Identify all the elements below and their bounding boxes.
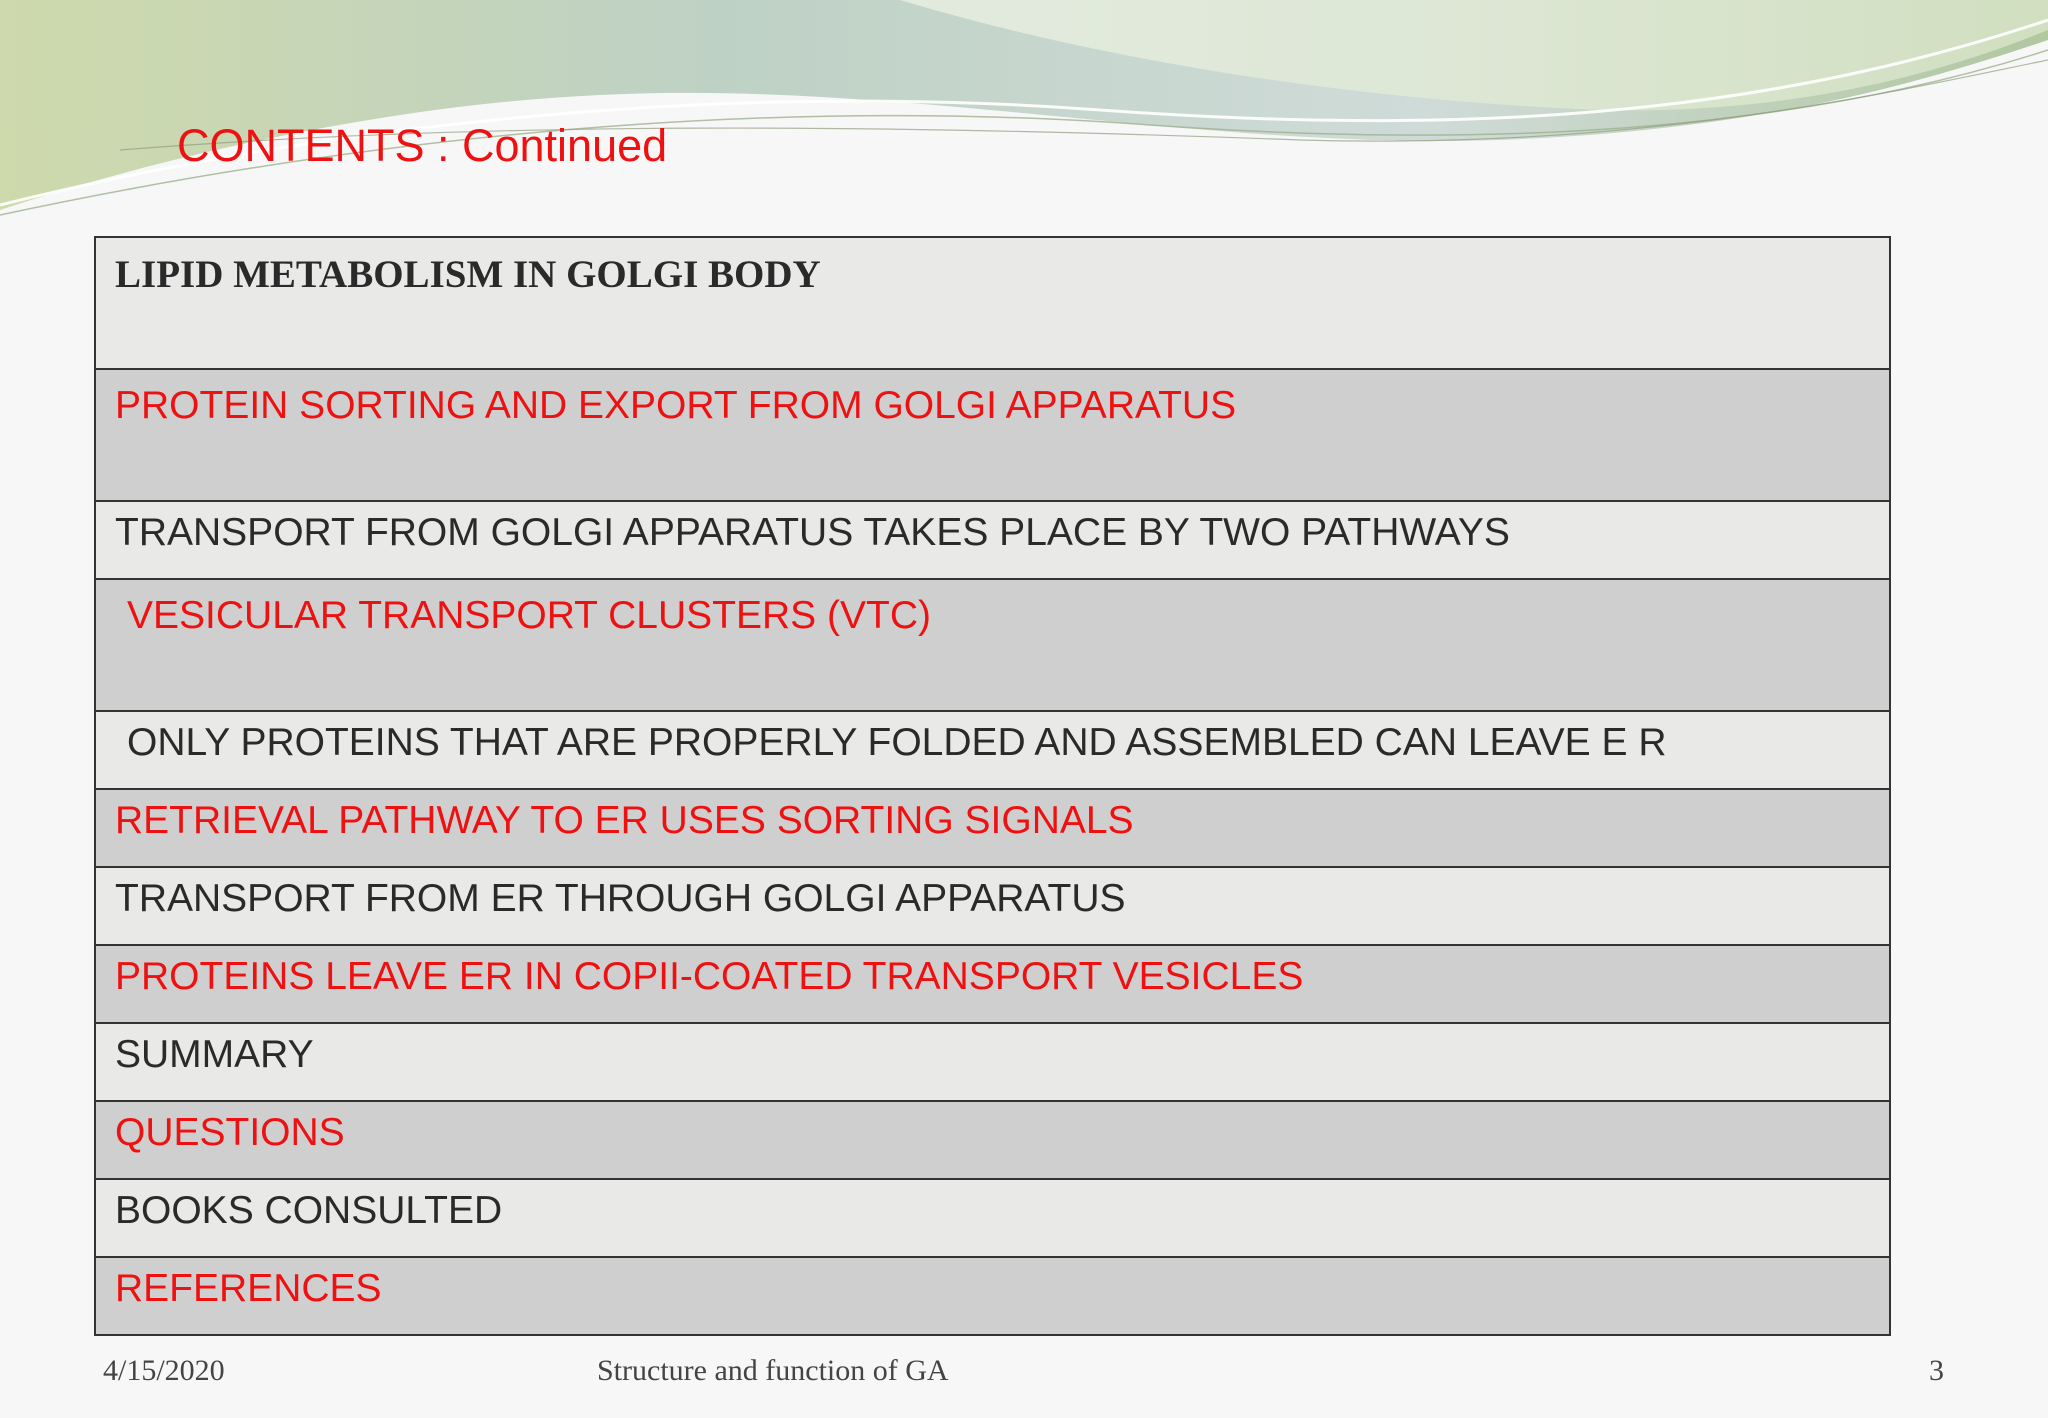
table-row [95,1179,1890,1257]
table-cell: ONLY PROTEINS THAT ARE PROPERLY FOLDED AND ASSEMBLED CAN LEAVE E R [95,711,1890,789]
table-row [95,237,1890,369]
table-cell: VESICULAR TRANSPORT CLUSTERS (VTC) [95,579,1890,711]
footer-date: 4/15/2020 [103,1354,225,1387]
table-cell: PROTEIN SORTING AND EXPORT FROM GOLGI APPARATUS [95,369,1890,501]
table-cell: REFERENCES [95,1257,1890,1335]
table-cell: SUMMARY [95,1023,1890,1101]
table-row [95,501,1890,579]
table-cell: BOOKS CONSULTED [95,1179,1890,1257]
table-cell: QUESTIONS [95,1101,1890,1179]
table-cell: TRANSPORT FROM ER THROUGH GOLGI APPARATUS [95,867,1890,945]
table-cell: PROTEINS LEAVE ER IN COPII-COATED TRANSPORT VESICLES [95,945,1890,1023]
contents-table [94,236,1891,1336]
page-number: 3 [1929,1354,1944,1387]
table-row [95,1257,1890,1335]
table-row [95,945,1890,1023]
table-row [95,1101,1890,1179]
table-row [95,369,1890,501]
table-row [95,867,1890,945]
table-row [95,579,1890,711]
table-cell: LIPID METABOLISM IN GOLGI BODY [95,237,1890,369]
table-cell: RETRIEVAL PATHWAY TO ER USES SORTING SIGNALS [95,789,1890,867]
slide-title: CONTENTS : Continued [177,120,668,171]
table-row [95,711,1890,789]
table-row [95,789,1890,867]
table-row [95,1023,1890,1101]
footer-title: Structure and function of GA [597,1354,949,1387]
table-cell: TRANSPORT FROM GOLGI APPARATUS TAKES PLACE BY TWO PATHWAYS [95,501,1890,579]
